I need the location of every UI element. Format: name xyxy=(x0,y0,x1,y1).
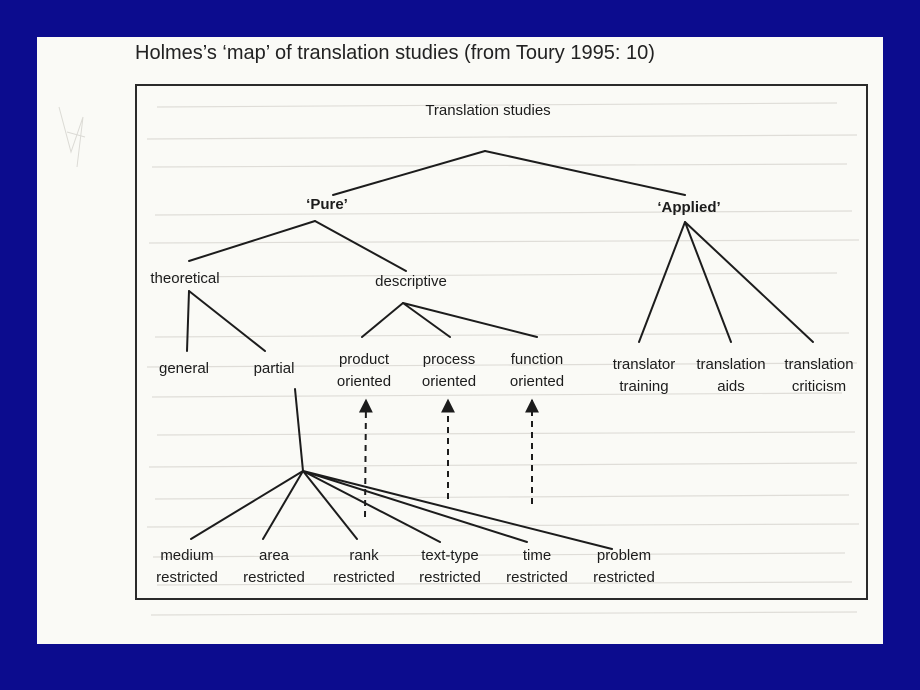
node-time-restricted: time restricted xyxy=(506,547,568,586)
edge-hub-rank xyxy=(303,471,357,539)
edge-hub-medium xyxy=(191,471,303,539)
edge-hub-problem xyxy=(303,471,612,549)
node-text-type-restricted: text-type restricted xyxy=(419,547,481,586)
node-area-restricted: area restricted xyxy=(243,547,305,586)
edge-descriptive-function xyxy=(403,303,537,337)
edge-root-pure xyxy=(333,151,485,195)
edge-applied-aids xyxy=(685,222,731,342)
node-translation-aids: translation aids xyxy=(696,356,766,395)
node-translation-studies: Translation studies xyxy=(425,102,551,119)
edge-hub-time xyxy=(303,471,527,542)
node-product-oriented: product oriented xyxy=(336,351,392,390)
node-translator-training: translator training xyxy=(612,356,676,395)
edge-hub-area xyxy=(263,471,303,539)
node-rank-restricted: rank restricted xyxy=(333,547,395,586)
edge-theoretical-general xyxy=(187,291,189,351)
edge-applied-criticism xyxy=(685,222,813,342)
edge-applied-training xyxy=(639,222,685,342)
node-descriptive: descriptive xyxy=(375,273,447,290)
node-theoretical: theoretical xyxy=(150,270,220,287)
edge-hub-texttype xyxy=(303,471,440,542)
edge-root-applied xyxy=(485,151,685,195)
dashed-arrow-product xyxy=(365,400,366,517)
node-pure: ‘Pure’ xyxy=(306,196,348,213)
edge-pure-descriptive xyxy=(315,221,406,271)
scanned-page xyxy=(37,37,883,644)
edge-theoretical-partial xyxy=(189,291,265,351)
edge-partial-hub xyxy=(295,389,303,471)
node-problem-restricted: problem restricted xyxy=(593,547,655,586)
node-applied: ‘Applied’ xyxy=(657,199,721,216)
node-partial: partial xyxy=(253,360,295,377)
edge-pure-theoretical xyxy=(189,221,315,261)
node-general: general xyxy=(158,360,210,377)
node-process-oriented: process oriented xyxy=(421,351,477,390)
diagram-title: Holmes’s ‘map’ of translation studies (from Toury 1995: 10) xyxy=(135,42,655,64)
node-translation-criticism: translation criticism xyxy=(784,356,854,395)
node-function-oriented: function oriented xyxy=(509,351,565,390)
edge-descriptive-product xyxy=(362,303,403,337)
node-medium-restricted: medium restricted xyxy=(156,547,218,586)
